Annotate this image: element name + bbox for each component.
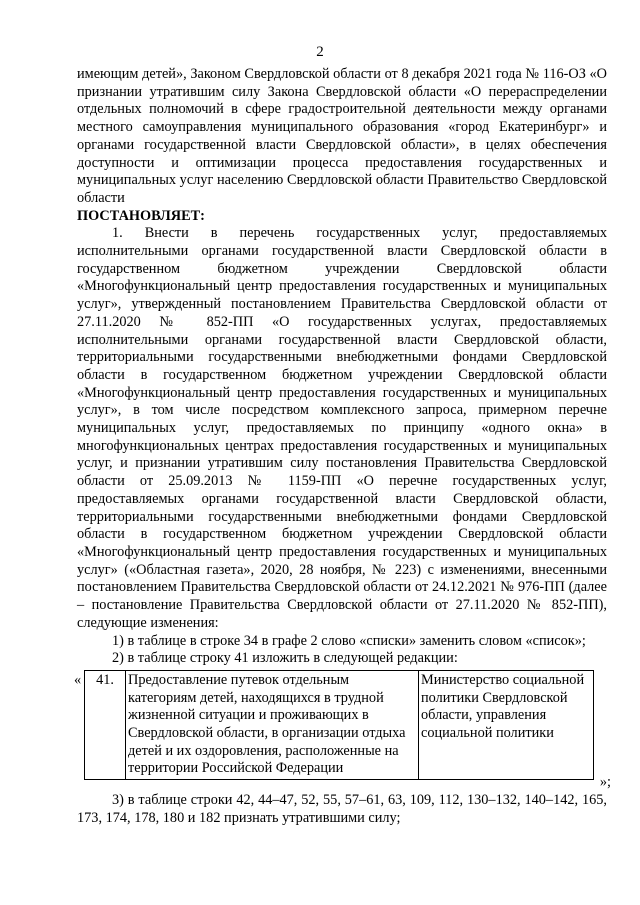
table-close-quote: »; [599, 774, 611, 791]
paragraph-subitem-2: 2) в таблице строку 41 изложить в следующей редакции: [112, 650, 458, 667]
table-row [85, 670, 594, 779]
service-table [84, 670, 594, 780]
paragraph-subitem-3: 3) в таблице строки 42, 44–47, 52, 55, 57–61, 63, 109, 112, 130–132, 140–142, 165, 173, 174, 178, 180 и 182 признать утратившими силу; [77, 791, 607, 826]
organ-cell: Министерство социальной политики Свердловской области, управления социальной политики [419, 670, 594, 779]
table-open-quote: « [74, 671, 82, 688]
paragraph-intro: имеющим детей», Законом Свердловской области от 8 декабря 2021 года № 116-ОЗ «О признании утратившим силу Закона Свердловской области «О перераспределении отдельных полномочий в сфере градостроительной деятельности между органами местного самоуправления муниципального образования «город Екатеринбург» и органами государственной власти Свердловской области», в целях обеспечения доступности и оптимизации процесса предоставления государственных и муниципальных услуг населению Свердловской области Правительство Свердловской области [77, 66, 607, 206]
row-number-cell: 41. [85, 670, 126, 779]
paragraph-item-1: 1. Внести в перечень государственных услуг, предоставляемых исполнительными органами государственной власти Свердловской области в государственном бюджетном учреждении Свердловской области «Многофункциональный центр предоставления государственных и муниципальных услуг», утвержденный постановлением Правительства Свердловской области от 27.11.2020 № 852-ПП «О государственных услугах, предоставляемых исполнительными органами государственной власти Свердловской области, территориальными государственными внебюджетными фондами Свердловской области в государственном бюджетном учреждении Свердловской области «Многофункциональный центр предоставления государственных и муниципальных услуг», в том числе посредством комплексного запроса, примерном перечне муниципальных услуг, предоставляемых по принципу «одного окна» в многофункциональных центрах предоставления государственных и муниципальных услуг, и признании утратившим силу постановления Правительства Свердловской области от 25.09.2013 № 1159-ПП «О перечне государственных услуг, предоставляемых органами государственной власти Свердловской области, территориальными государственными внебюджетными фондами Свердловской области в государственном бюджетном учреждении Свердловской области «Многофункциональный центр предоставления государственных и муниципальных услуг» («Областная газета», 2020, 28 ноября, № 223) с изменениями, внесенными постановлением Правительства Свердловской области от 24.12.2021 № 976-ПП (далее – постановление Правительства Свердловской области от 27.11.2020 № 852-ПП), следующие изменения: [77, 225, 607, 631]
page-number: 2 [316, 44, 324, 60]
resolution-heading: ПОСТАНОВЛЯЕТ: [77, 207, 205, 224]
service-name-cell: Предоставление путевок отдельным категориям детей, находящихся в трудной жизненной ситуации и проживающих в Свердловской области, в организации отдыха детей и их оздоровления, расположенные на территории Российской Федерации [126, 670, 419, 779]
table-block [74, 670, 611, 792]
paragraph-subitem-1: 1) в таблице в строке 34 в графе 2 слово «списки» заменить словом «список»; [112, 632, 586, 649]
document-body [74, 66, 611, 827]
